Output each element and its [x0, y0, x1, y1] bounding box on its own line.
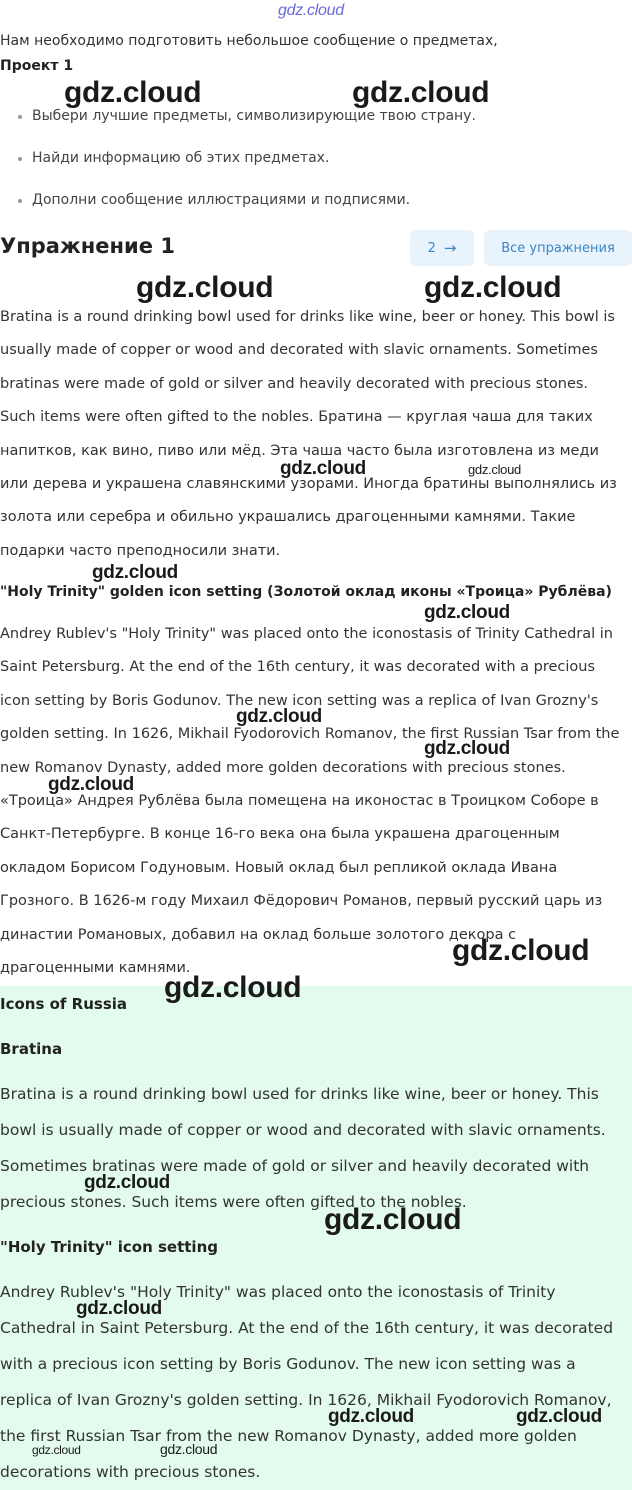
next-exercise-button[interactable]	[410, 230, 474, 266]
watermark: gdz.cloud	[424, 738, 510, 759]
list-item: Выбери лучшие предметы, символизирующие твою страну.	[0, 100, 476, 142]
header-watermark: gdz.cloud	[278, 2, 344, 19]
project-title: Проект 1	[0, 58, 74, 74]
watermark: gdz.cloud	[236, 706, 322, 727]
trinity-heading: "Holy Trinity" golden icon setting (Золотой оклад иконы «Троица» Рублёва)	[0, 584, 612, 600]
trinity-description: Andrey Rublev's "Holy Trinity" was placed onto the iconostasis of Trinity Cathedral in Saint Petersburg. At the end of the 16th century, it was decorated with a precious icon setting by Boris Godunov. The new icon setting was a replica of Ivan Grozny's golden setting. In 1626, Mikhail Fyodorovich Romanov, the first Russian Tsar from the new Romanov Dynasty, added more golden decorations with precious stones. «Троица» Андрея Рублёва была помещена на иконостас в Троицком Соборе в Санкт-Петербурге. В конце 16-го века она была украшена драгоценным окладом Борисом Годуновым. Новый оклад был репликой оклада Ивана Грозного. В 1626-м году Михаил Фёдорович Романов, первый русский царь из династии Романовых, добавил на оклад больше золотого декора с драгоценными камнями.	[0, 626, 620, 977]
next-exercise-label: 2	[427, 240, 436, 256]
bratina-description: Bratina is a round drinking bowl used for drinks like wine, beer or honey. This bowl is usually made of copper or wood and decorated with slavic ornaments. Sometimes bratinas were made of gold or silver and heavily decorated with precious stones. Such items were often gifted to the nobles. Братина — круглая чаша для таких напитков, как вино, пиво или мёд. Эта чаша часто была изготовлена из меди или дерева и украшена славянскими узорами. Иногда братины выполнялись из золота или серебра и обильно украшались драгоценными камнями. Такие подарки часто преподносили знати.	[0, 309, 617, 559]
project-task-list	[0, 100, 476, 226]
watermark: gdz.cloud	[136, 271, 274, 304]
watermark: gdz.cloud	[64, 76, 202, 109]
watermark: gdz.cloud	[328, 1406, 414, 1427]
answer-title: Icons of Russia	[0, 995, 128, 1013]
watermark: gdz.cloud	[84, 1172, 170, 1193]
intro-text: Нам необходимо подготовить небольшое сообщение о предметах,	[0, 33, 498, 49]
all-exercises-button[interactable]: Все упражнения	[484, 230, 632, 266]
exercise-header	[0, 230, 632, 266]
answer-bratina-text: Bratina is a round drinking bowl used for drinks like wine, beer or honey. This bowl is usually made of copper or wood and decorated with slavic ornaments. Sometimes bratinas were made of gold or silver and heavily decorated with precious stones. Such items were often gifted to the nobles.	[0, 1085, 606, 1211]
exercise-title: Упражнение 1	[0, 234, 175, 258]
answer-bratina-heading: Bratina	[0, 1040, 63, 1058]
watermark: gdz.cloud	[324, 1203, 462, 1236]
list-item: Дополни сообщение иллюстрациями и подписями.	[0, 184, 476, 226]
watermark: gdz.cloud	[280, 458, 366, 479]
watermark: gdz.cloud	[468, 462, 521, 477]
watermark: gdz.cloud	[452, 934, 590, 967]
watermark: gdz.cloud	[424, 602, 510, 623]
watermark: gdz.cloud	[164, 971, 302, 1004]
answer-trinity-text: Andrey Rublev's "Holy Trinity" was placed onto the iconostasis of Trinity Cathedral in Saint Petersburg. At the end of the 16th century, it was decorated with a precious icon setting by Boris Godunov. The new icon setting was a replica of Ivan Grozny's golden setting. In 1626, Mikhail Fyodorovich Romanov, the first Russian Tsar from the new Romanov Dynasty, added more golden decorations with precious stones.	[0, 1283, 614, 1481]
arrow-right-icon: →	[443, 239, 457, 257]
watermark: gdz.cloud	[32, 1443, 81, 1457]
watermark: gdz.cloud	[160, 1441, 218, 1457]
watermark: gdz.cloud	[92, 562, 178, 583]
watermark: gdz.cloud	[352, 76, 490, 109]
answer-trinity-heading: "Holy Trinity" icon setting	[0, 1238, 218, 1256]
watermark: gdz.cloud	[48, 774, 134, 795]
list-item: Найди информацию об этих предметах.	[0, 142, 476, 184]
watermark: gdz.cloud	[424, 271, 562, 304]
watermark: gdz.cloud	[516, 1406, 602, 1427]
watermark: gdz.cloud	[76, 1298, 162, 1319]
